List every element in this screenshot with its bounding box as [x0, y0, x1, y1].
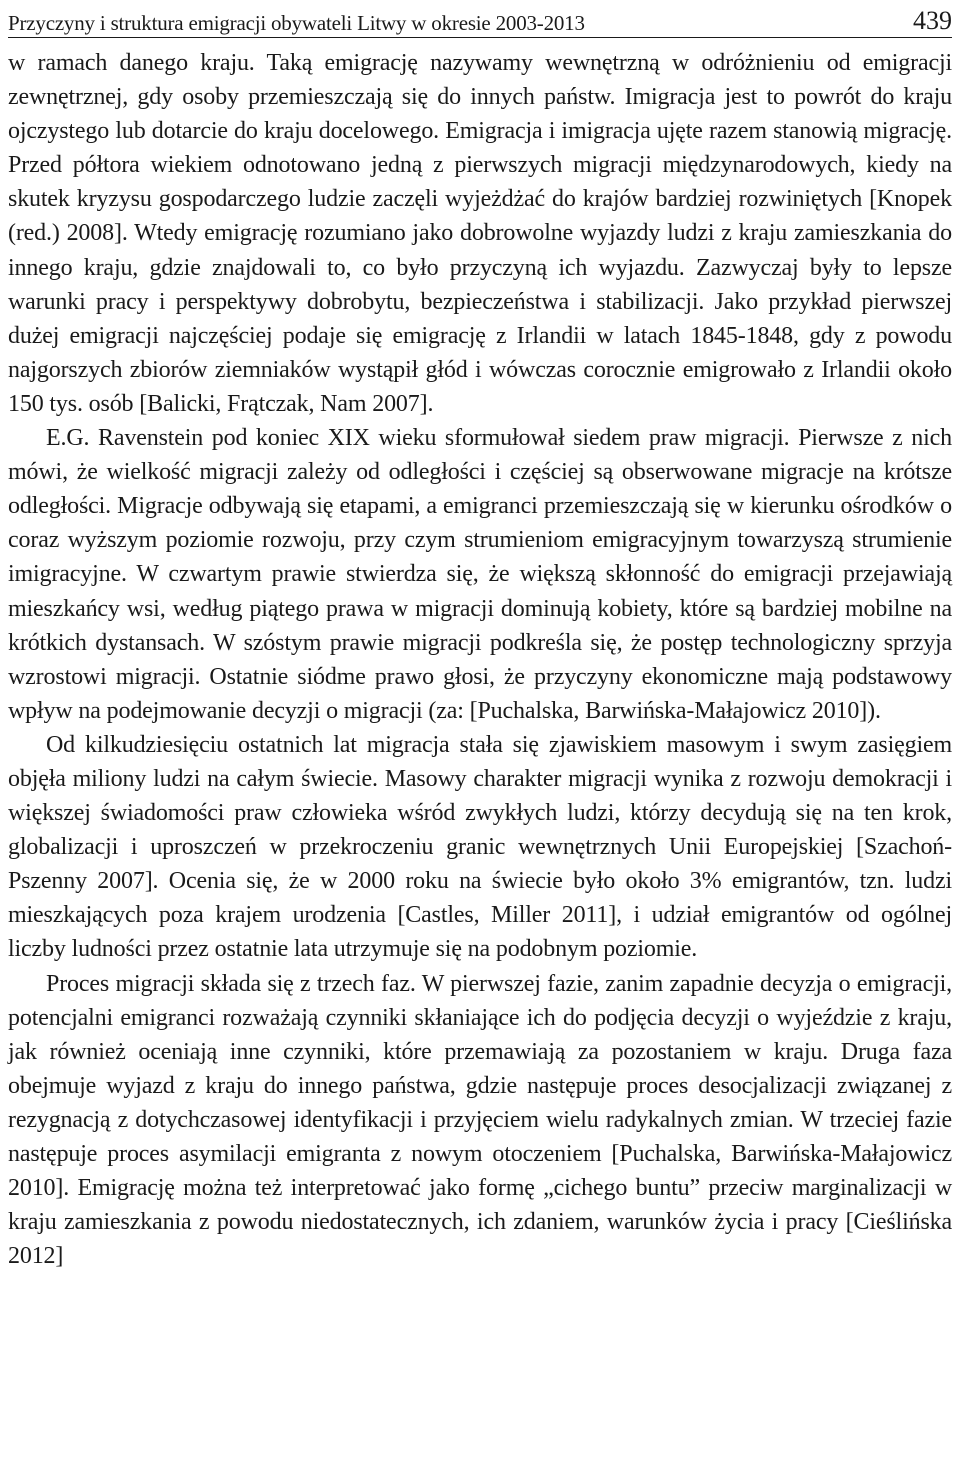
paragraph-3: Od kilkudziesięciu ostatnich lat migracja stała się zjawiskiem masowym i swym zasięgiem objęła miliony ludzi na całym świecie. Masowy charakter migracji wynika z rozwoju demokracji i większej świadomości praw człowieka wśród zwykłych ludzi, którzy decydują się na ten krok, globalizacji i uproszczeń w przekroczeniu granic wewnętrznych Unii Europejskiej [Szachoń-Pszenny 2007]. Ocenia się, że w 2000 roku na świecie było około 3% emigrantów, tzn. ludzi mieszkających poza krajem urodzenia [Castles, Miller 2011], i udział emigrantów od ogólnej liczby ludności przez ostatnie lata utrzymuje się na podobnym poziomie. [8, 731, 952, 963]
body-text [8, 46, 952, 1273]
paragraph-2: E.G. Ravenstein pod koniec XIX wieku sformułował siedem praw migracji. Pierwsze z nich mówi, że wielkość migracji zależy od odległości i częściej są obserwowane migracje na krótsze odległości. Migracje odbywają się etapami, a emigranci przemieszczają się w kierunku ośrodków o coraz wyższym poziomie rozwoju, przy czym strumieniom emigracyjnym towarzyszą strumienie imigracyjne. W czwartym prawie stwierdza się, że większą skłonność do emigracji przejawiają mieszkańcy wsi, według piątego prawa w migracji dominują kobiety, które są bardziej mobilne na krótkich dystansach. W szóstym prawie migracji podkreśla się, że postęp technologiczny sprzyja wzrostowi migracji. Ostatnie siódme prawo głosi, że przyczyny ekonomiczne mają podstawowy wpływ na podejmowanie decyzji o migracji (za: [Puchalska, Barwińska-Małajowicz 2010]). [8, 425, 952, 724]
page-number: 439 [913, 6, 952, 35]
paragraph-1: w ramach danego kraju. Taką emigrację nazywamy wewnętrzną w odróżnieniu od emigracji zewnętrznej, gdy osoby przemieszczają się do innych państw. Imigracja jest to powrót do kraju ojczystego lub dotarcie do kraju docelowego. Emigracja i imigracja ujęte razem stanowią migrację. Przed półtora wiekiem odnotowano jedną z pierwszych migracji międzynarodowych, kiedy na skutek kryzysu gospodarczego ludzie zaczęli wyjeżdżać do krajów bardziej rozwiniętych [Knopek (red.) 2008]. Wtedy emigrację rozumiano jako dobrowolne wyjazdy ludzi z kraju zamieszkania do innego kraju, gdzie znajdowali to, co było przyczyną ich wyjazdu. Zazwyczaj były to lepsze warunki pracy i perspektywy dobrobytu, bezpieczeństwa i stabilizacji. Jako przykład pierwszej dużej emigracji najczęściej podaje się emigrację z Irlandii w latach 1845-1848, gdy z powodu najgorszych zbiorów ziemniaków wystąpił głód i wówczas corocznie emigrowało z Irlandii około 150 tys. osób [Balicki, Frątczak, Nam 2007]. [8, 50, 952, 417]
running-head [8, 0, 952, 38]
running-head-title: Przyczyny i struktura emigracji obywateli Litwy w okresie 2003-2013 [8, 11, 585, 35]
page [8, 0, 952, 1273]
paragraph-4: Proces migracji składa się z trzech faz. W pierwszej fazie, zanim zapadnie decyzja o emigracji, potencjalni emigranci rozważają czynniki skłaniające ich do podjęcia decyzji o wyjeździe z kraju, jak również oceniają inne czynniki, które przemawiają za pozostaniem w kraju. Druga faza obejmuje wyjazd z kraju do innego państwa, gdzie następuje proces desocjalizacji związanej z rezygnacją z dotychczasowej identyfikacji i przyjęciem wielu radykalnych zmian. W trzeciej fazie następuje proces asymilacji emigranta z nowym otoczeniem [Puchalska, Barwińska-Małajowicz 2010]. Emigrację można też interpretować jako formę „cichego buntu” przeciw marginalizacji w kraju zamieszkania z powodu niedostatecznych, ich zdaniem, warunków życia i pracy [Cieślińska 2012] [8, 970, 952, 1270]
